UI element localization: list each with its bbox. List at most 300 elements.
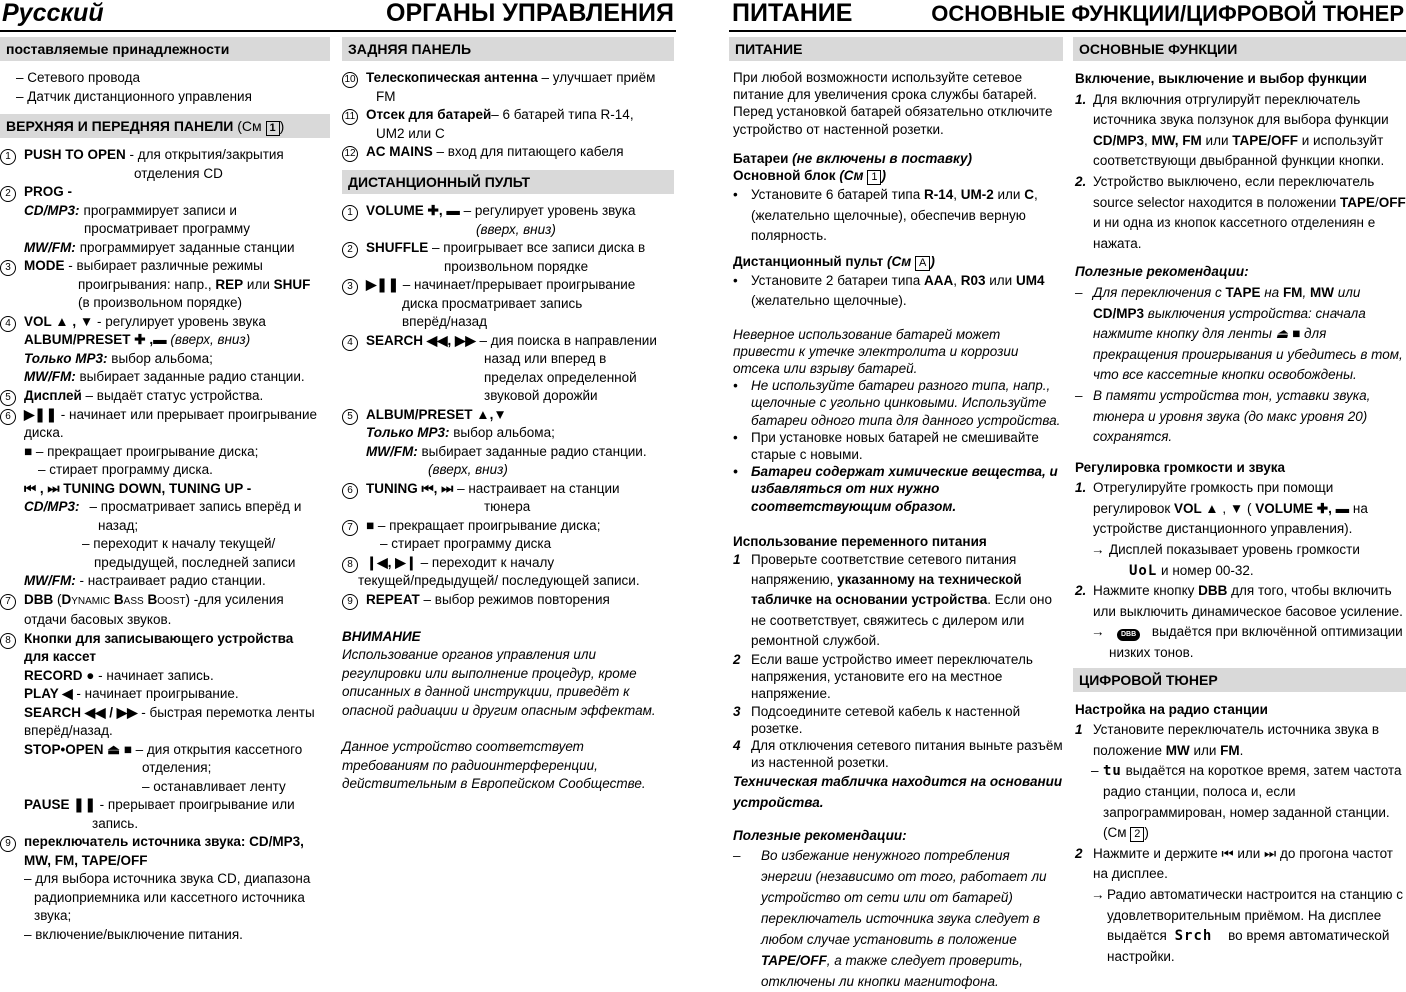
item-desc: – стирает программу диска. xyxy=(38,462,213,477)
controls-title: ОРГАНЫ УПРАВЛЕНИЯ xyxy=(386,0,674,27)
type-plate-note: Техническая табличка находится на основании устройства. xyxy=(733,774,1063,811)
battery-warning: Неверное использование батарей может привести к утечке электролита и коррозии отсека или взрыву батарей. xyxy=(733,326,1019,376)
item-title: ALBUM/PRESET ▲,▼ xyxy=(366,406,507,422)
text: Подсоедините сетевой кабель к настенной розетке. xyxy=(751,703,1021,736)
acronym-rest: OOST xyxy=(157,595,186,607)
item-number: 7 xyxy=(342,520,358,536)
text: TAPE/OFF xyxy=(1232,132,1298,148)
text: Установите 6 батарей типа xyxy=(751,187,924,203)
record-label: RECORD ● xyxy=(24,667,95,683)
item-desc: – прекращает проигрывание диска; xyxy=(374,517,601,533)
item-desc: – останавливает ленту xyxy=(142,778,286,794)
stop-open-label: STOP•OPEN ⏏ ■ xyxy=(24,741,132,757)
battery-type: C xyxy=(1024,187,1034,203)
top-front-panels-heading xyxy=(0,114,330,138)
item-number: 4 xyxy=(0,316,16,332)
mode-label: MW/FM: xyxy=(24,369,76,384)
text: и номер 00-32. xyxy=(1157,562,1254,578)
battery-type: R-14 xyxy=(923,187,954,203)
play-pause-symbol: ▶❚❚ xyxy=(24,406,58,422)
stop-symbol: ■ xyxy=(366,517,375,533)
controls-column-right xyxy=(342,37,674,794)
ac-power-heading: Использование переменного питания xyxy=(733,533,987,549)
item-title: VOLUME ✚, ▬ xyxy=(366,203,460,218)
step-number: 2. xyxy=(1075,173,1087,189)
remote-item-5 xyxy=(342,406,674,480)
main-unit-heading: Основной блок xyxy=(733,168,836,184)
basic-functions-heading: ОСНОВНЫЕ ФУНКЦИИ xyxy=(1073,37,1406,61)
rep-label: REP xyxy=(215,276,244,292)
language-label: Русский xyxy=(2,0,104,27)
text: Установите 2 батареи типа xyxy=(751,272,924,288)
item-desc: назад или вперед в xyxy=(484,351,607,366)
acronym-letter: B xyxy=(113,591,124,607)
remote-heading: ДИСТАНЦИОННЫЙ ПУЛЬТ xyxy=(342,170,674,194)
tuner-search-result xyxy=(1073,885,1406,967)
right-page xyxy=(729,0,1406,991)
see-ref-close: ) xyxy=(881,168,886,184)
item-desc: - выбирает различные режимы xyxy=(64,258,263,273)
item-desc: выбор альбома; xyxy=(111,350,213,366)
item-desc: - быстрая перемотка ленты xyxy=(137,704,315,720)
arrow-icon: → xyxy=(1091,542,1105,558)
item-desc: – улучшает приём xyxy=(537,70,656,85)
text: VOLUME ✚, ▬ xyxy=(1255,500,1350,516)
dash: – xyxy=(733,847,741,863)
item-title: REPEAT xyxy=(366,591,420,607)
remote-item-3 xyxy=(342,276,674,332)
text: , xyxy=(1144,132,1152,148)
power-column xyxy=(729,37,1063,992)
text: , xyxy=(1302,284,1310,300)
tuning-heading: Настройка на радио станции xyxy=(1075,701,1268,717)
item-number: 3 xyxy=(0,260,16,276)
text: Для отключения сетевого питания выньте разъём из настенной розетки. xyxy=(751,737,1063,771)
item-desc: запись. xyxy=(92,815,139,831)
item-title: SHUFFLE xyxy=(366,240,429,255)
item-desc: вперёд/назад xyxy=(402,314,488,329)
power-heading: ПИТАНИЕ xyxy=(729,37,1063,61)
text: CD/MP3 xyxy=(1093,305,1145,321)
item-desc: – для выбора источника звука CD, диапазона xyxy=(24,871,311,886)
power-intro: При любой возможности используйте сетевое питание для увеличения срока службы батарей. Перед установкой батарей обязательно отключите устройство от настенной розетки. xyxy=(733,70,1053,137)
remote-item-2 xyxy=(342,239,674,276)
skip-symbols: ❙◀, ▶❙ xyxy=(366,554,417,570)
text: Проверьте соответствие сетевого питания напряжению, xyxy=(751,551,1017,588)
basic-functions-column xyxy=(1073,37,1406,967)
text: , xyxy=(1218,500,1230,516)
text: (желательно щелочные), обеспечив верную полярность. xyxy=(751,207,1026,244)
item-number: 3 xyxy=(342,279,358,295)
figure-ref-box: 1 xyxy=(266,121,280,136)
lcd-volume-icon: UoL xyxy=(1129,562,1158,579)
basic-step-1 xyxy=(1073,90,1406,172)
item-number: 2 xyxy=(0,186,16,202)
item-desc: – проигрывает все записи диска в xyxy=(428,240,646,255)
text: во время автоматической настройки. xyxy=(1107,928,1390,964)
item-desc: текущей/предыдущей/ последующей записи. xyxy=(358,573,640,588)
controls-column-left xyxy=(0,37,330,944)
back-item-10 xyxy=(342,69,674,106)
text: Для переключения с xyxy=(1093,284,1226,300)
item-title: AC MAINS xyxy=(366,144,433,159)
item-desc: проигрывания: напр., xyxy=(78,276,212,292)
mode-label: CD/MP3: xyxy=(24,499,80,514)
text: TAPE xyxy=(1225,284,1261,300)
text: TAPE xyxy=(1339,194,1375,210)
text: или xyxy=(1333,284,1361,300)
item-desc: - регулирует уровень звука xyxy=(93,313,266,329)
item-desc: назад; xyxy=(98,517,139,533)
text: выдаётся на короткое время, затем частота радио станции, полоса и, если запрограммирован, номер заданной станции. xyxy=(1103,763,1402,820)
mode-label: MW/FM: xyxy=(24,239,76,255)
item-desc: – 6 батарей типа R-14, xyxy=(491,107,634,122)
text: Батареи содержат химические вещества, и избавляться от них нужно соответствующим образом. xyxy=(751,464,1058,514)
dbb-icon: DBB xyxy=(1117,629,1140,641)
item-desc: (в произвольном порядке) xyxy=(78,295,243,310)
text: или xyxy=(1189,742,1221,758)
item-desc: отдачи басовых звуков. xyxy=(24,612,172,627)
mode-label: Только MP3: xyxy=(24,350,108,366)
item-desc: – дия поиска в направлении xyxy=(475,332,657,348)
item-desc: – настраивает на станции xyxy=(453,480,620,496)
item-desc: выбор альбома; xyxy=(449,425,555,440)
item-title: TUNING ⏮, ⏭ xyxy=(366,480,454,496)
tuner-result xyxy=(1073,761,1406,843)
step-number: 3 xyxy=(733,703,741,719)
search-label: SEARCH ◀◀ / ▶▶ xyxy=(24,704,138,720)
figure-ref-box: 1 xyxy=(867,170,881,185)
mode-label: Только MP3: xyxy=(366,425,450,440)
text: VOL ▲ xyxy=(1174,500,1219,516)
see-ref: (См xyxy=(883,253,912,269)
text: Во избежание ненужного потребления энергии (независимо от того, работает ли устройство от сети или от батарей) переключатель источника звука следует в любом случае установить в положение xyxy=(761,847,1047,947)
item-desc: - начинает запись. xyxy=(94,667,214,683)
step-number: 1 xyxy=(733,551,741,567)
item-desc: программирует заданные станции xyxy=(79,239,295,255)
item-desc: - начинает или прерывает проигрывание xyxy=(57,406,318,422)
text: / xyxy=(1375,194,1379,210)
text: на xyxy=(1260,284,1283,300)
item-desc: – переходит к началу xyxy=(416,554,555,570)
warning-text: Использование органов управления или регулировки или выполнение процедур, кроме описанных в данной инструкции, приведёт к опасной радиации и другим опасным эффектам. xyxy=(342,647,656,718)
battery-type: R03 xyxy=(960,272,986,288)
item-desc: – переходит к началу текущей/ xyxy=(82,536,276,551)
lcd-search-icon: Srch xyxy=(1174,928,1213,945)
text: на устройстве дистанционного управления). xyxy=(1093,500,1368,537)
arrow-icon: → xyxy=(1091,624,1105,640)
item-desc: ■ – прекращает проигрывание диска; xyxy=(24,443,259,459)
text: Установите переключатель источника звука в положение xyxy=(1093,722,1379,758)
text: и используйт соответствующи двыбранной функции кнопки. xyxy=(1093,132,1385,169)
control-item-8 xyxy=(0,630,330,834)
text: MW, FM xyxy=(1151,132,1202,148)
item-desc: программирует записи и xyxy=(83,202,237,218)
battery-type: UM4 xyxy=(1015,272,1045,288)
item-number: 8 xyxy=(342,557,358,573)
item-desc: тюнера xyxy=(484,499,531,514)
accessories-heading: поставляемые принадлежности xyxy=(0,37,330,61)
see-ref: (См xyxy=(1103,825,1127,841)
item-number: 1 xyxy=(342,205,358,221)
item-desc: (вверх, вниз) xyxy=(166,332,251,347)
control-item-7 xyxy=(0,591,330,630)
text: (желательно щелочные). xyxy=(751,293,907,309)
text: ▼ xyxy=(1229,500,1244,516)
item-number: 6 xyxy=(0,409,16,425)
battery-warning-bullet: • Батареи содержат химические вещества, и избавляться от них нужно соответствующим образом. xyxy=(729,463,1063,515)
item-desc: или xyxy=(246,276,270,292)
see-ref: (См xyxy=(237,118,262,134)
volume-result xyxy=(1073,540,1406,581)
battery-main-bullet: • Установите 6 батарей типа R-14, UM-2 или C, (желательно щелочные), обеспечив верную полярность. xyxy=(733,187,1038,244)
power-on-heading: Включение, выключение и выбор функции xyxy=(1075,71,1367,86)
item-desc: (вверх, вниз) xyxy=(476,221,556,237)
right-page-header xyxy=(729,0,1406,32)
item-title: PUSH TO OPEN xyxy=(24,147,126,162)
text: FM xyxy=(1282,284,1303,300)
text: для того, чтобы включить или выключить динамическое басовое усиление. xyxy=(1093,583,1403,619)
item-desc: выбирает заданные радио станции. xyxy=(417,443,647,459)
control-item-5 xyxy=(0,387,330,406)
text: MW xyxy=(1309,284,1334,300)
text: выключения устройства: сначала нажмите кнопку для ленты ⏏ ■ для прекращения проигрывания и убедитесь в том, что все кассетные кнопки освобождены. xyxy=(1093,305,1403,383)
dash: – xyxy=(1075,284,1083,300)
basic-tip xyxy=(1073,283,1406,386)
text: Нажмите и держите ⏮ или ⏭ до прогона частот на дисплее. xyxy=(1093,845,1393,882)
text: FM xyxy=(1220,742,1240,758)
text: указанному на технической табличке на основании устройства xyxy=(751,572,1022,608)
lcd-tuner-icon: tu xyxy=(1103,763,1122,780)
control-item-6 xyxy=(0,406,330,591)
text: Отрегулируйте громкость при помощи регулировок xyxy=(1093,480,1334,516)
panel-heading-text: ВЕРХНЯЯ И ПЕРЕДНЯЯ ПАНЕЛИ xyxy=(6,118,234,134)
item-desc: – дия открытия кассетного xyxy=(131,741,303,757)
battery-remote-bullet: • Установите 2 батареи типа AAA, R03 или UM4 (желательно щелочные). xyxy=(733,272,1045,309)
remote-battery-heading: Дистанционный пульт xyxy=(733,253,884,269)
text: CD/MP3 xyxy=(1093,132,1145,148)
text: Если ваше устройство имеет переключатель напряжения, установите его на местное напряжение. xyxy=(751,651,1033,702)
figure-ref-box: A xyxy=(915,256,930,271)
item-desc: пределах определенной xyxy=(484,369,637,385)
step-number: 2 xyxy=(1075,845,1083,861)
item-title: SEARCH ◀◀, ▶▶ xyxy=(366,332,476,348)
text: DBB xyxy=(1198,583,1228,599)
text: Радио автоматически настроится на станцию с удовлетворительным приёмом. На дисплее выдаётся xyxy=(1107,886,1404,944)
text: Устройство выключено, если переключатель source selector находится в положении xyxy=(1093,173,1375,210)
item-number: 5 xyxy=(342,409,358,425)
mode-label: CD/MP3: xyxy=(24,202,80,218)
item-number: 5 xyxy=(0,390,16,406)
item-desc: диска просматривает запись xyxy=(402,295,583,311)
item-desc: UM2 или C xyxy=(376,125,445,141)
tips-heading: Полезные рекомендации: xyxy=(733,828,907,844)
item-number: 9 xyxy=(342,594,358,610)
mode-label: MW/FM: xyxy=(366,443,418,459)
ac-step-3 xyxy=(729,703,1063,737)
text: ( xyxy=(1243,500,1256,516)
see-ref: (См xyxy=(835,168,864,184)
control-item-3 xyxy=(0,257,330,313)
text: Не используйте батареи разного типа, напр., щелочные с угольно цинковыми. Используйте батареи одного типа для данного устройства. xyxy=(751,378,1061,428)
text: OFF xyxy=(1378,194,1406,210)
item-desc: отделения CD xyxy=(134,165,223,181)
tuner-step-1 xyxy=(1073,720,1406,761)
back-item-12 xyxy=(342,143,674,162)
shuf-label: SHUF xyxy=(273,276,311,292)
see-ref-close: ) xyxy=(279,118,285,134)
remote-item-9 xyxy=(342,591,674,610)
item-desc: радиоприемника или кассетного источника xyxy=(34,889,305,905)
text: Нажмите кнопку xyxy=(1093,583,1199,599)
tuner-step-2 xyxy=(1073,844,1406,885)
text: или xyxy=(985,272,1016,288)
acronym-rest: YNAMIC xyxy=(71,595,111,607)
text: выдаётся при включённой оптимизации низких тонов. xyxy=(1109,624,1403,661)
item-desc: - для открытия/закрытия xyxy=(125,147,284,162)
acronym-letter: D xyxy=(61,591,72,607)
volume-heading: Регулировка громкости и звука xyxy=(1075,459,1286,475)
see-ref-close: ) xyxy=(930,253,935,269)
item-title: MW, FM, TAPE/OFF xyxy=(24,852,148,868)
text: , xyxy=(953,272,961,288)
text: При установке новых батарей не смешивайте старые с новыми. xyxy=(751,429,1039,462)
item-title: MODE xyxy=(24,258,65,273)
item-desc: выбирает заданные радио станции. xyxy=(79,369,305,384)
item-desc: - начинает проигрывание. xyxy=(72,686,239,701)
item-desc: – включение/выключение питания. xyxy=(24,926,243,942)
text: и ни одна из кнопок кассетного отделениян е нажата. xyxy=(1093,215,1376,251)
item-number: 4 xyxy=(342,335,358,351)
step-number: 1 xyxy=(1075,722,1083,738)
item-desc: – просматривает запись вперёд и xyxy=(89,499,302,514)
text: , xyxy=(1033,187,1038,203)
item-desc: просматривает программу xyxy=(84,221,251,236)
control-item-2 xyxy=(0,183,330,257)
text: Дисплей показывает уровень громкости xyxy=(1109,542,1360,558)
functions-title: ОСНОВНЫЕ ФУНКЦИИ/ЦИФРОВОЙ ТЮНЕР xyxy=(931,1,1404,26)
remote-item-4 xyxy=(342,332,674,406)
remote-item-6 xyxy=(342,480,674,517)
item-desc: отделения; xyxy=(142,760,212,775)
item-number: 8 xyxy=(0,633,16,649)
step-number: 1. xyxy=(1075,91,1087,107)
remote-item-8 xyxy=(342,554,674,591)
step-number: 4 xyxy=(733,737,741,753)
mode-label: MW/FM: xyxy=(24,573,76,588)
volume-step-1 xyxy=(1073,478,1406,540)
control-item-1 xyxy=(0,146,330,183)
figure-ref-box: 2 xyxy=(1130,827,1144,842)
item-desc: – регулирует уровень звука xyxy=(459,203,636,218)
item-desc: – выдаёт статус устройства. xyxy=(81,387,264,403)
item-desc: – выбор режимов повторения xyxy=(419,591,610,607)
item-desc: - прерывает проигрывание или xyxy=(95,797,295,812)
item-number: 12 xyxy=(342,146,358,162)
tips-heading: Полезные рекомендации: xyxy=(1075,264,1249,280)
item-desc: – начинает/прерывает проигрывание xyxy=(399,277,636,292)
text: , а также следует проверить, отключены ли кнопки магнитофона. xyxy=(761,952,1023,989)
step-number: 2. xyxy=(1075,583,1087,599)
acronym-letter: B xyxy=(147,591,158,607)
dbb-result xyxy=(1073,622,1406,663)
left-page xyxy=(0,0,676,991)
item-desc: – вход для питающего кабеля xyxy=(432,144,624,159)
item-title: DBB xyxy=(24,591,54,607)
item-desc: - настраивает радио станции. xyxy=(75,573,266,588)
ac-step-4 xyxy=(729,737,1063,771)
remote-item-1 xyxy=(342,202,674,239)
battery-warning-bullet: • Не используйте батареи разного типа, напр., щелочные с угольно цинковыми. Используйте батареи одного типа для данного устройства. xyxy=(729,377,1063,429)
item-title: переключатель источника звука: CD/MP3, xyxy=(24,834,304,849)
item-desc: звуковой дорожйи xyxy=(484,388,598,403)
back-panel-heading: ЗАДНЯЯ ПАНЕЛЬ xyxy=(342,37,674,61)
item-title: Дисплей xyxy=(24,387,82,403)
battery-type: UM-2 xyxy=(960,187,994,203)
item-number: 6 xyxy=(342,483,358,499)
ac-step-2 xyxy=(729,651,1063,703)
compliance-text: Данное устройство соответствует требованиям по радиоинтерференции, действительным в Европейском Сообществе. xyxy=(342,739,646,791)
text: TAPE/OFF xyxy=(761,952,827,968)
item-title: Кнопки для записывающего устройства xyxy=(24,630,294,646)
step-number: 2 xyxy=(733,651,741,667)
item-title: VOL ▲ , ▼ xyxy=(24,313,94,329)
item-title: Телескопическая антенна xyxy=(366,70,538,85)
step-number: 1. xyxy=(1075,480,1087,496)
item-number: 9 xyxy=(0,836,16,852)
item-number: 10 xyxy=(342,72,358,88)
battery-type: AAA xyxy=(923,272,954,288)
text: В памяти устройства тон, уставки звука, тюнера и уровня звука (до макс уровня 20) сохранятся. xyxy=(1093,387,1371,445)
see-ref-close: ) xyxy=(1144,825,1149,841)
item-number: 1 xyxy=(0,149,16,165)
item-number: 11 xyxy=(342,109,358,125)
text: или xyxy=(1201,132,1233,148)
back-item-11 xyxy=(342,106,674,143)
control-item-4 xyxy=(0,313,330,387)
item-desc: звука; xyxy=(34,908,72,923)
power-tip xyxy=(729,845,1063,992)
accessory-item: – Сетевого провода xyxy=(16,70,140,85)
batteries-note: (не включены в поставку) xyxy=(788,150,972,166)
text: . xyxy=(1239,742,1244,758)
text: или xyxy=(993,187,1025,203)
dash: – xyxy=(1091,763,1099,779)
left-page-header xyxy=(0,0,676,32)
basic-step-2 xyxy=(1073,172,1406,254)
item-desc: ( xyxy=(53,591,62,607)
acronym-rest: ASS xyxy=(123,595,144,607)
pause-label: PAUSE ❚❚ xyxy=(24,797,96,812)
remote-item-7 xyxy=(342,517,674,554)
batteries-heading: Батареи xyxy=(733,150,789,166)
warning-heading: ВНИМАНИЕ xyxy=(342,628,421,644)
power-title: ПИТАНИЕ xyxy=(732,0,853,27)
item-desc: вперёд/назад. xyxy=(24,723,113,738)
text: Для включния отргулируйт переключатель источника звука ползунок для выбора функции xyxy=(1093,91,1389,128)
text: . Если оно не соответствует, свяжитесь с дилером или ремонтной службой. xyxy=(751,592,1052,648)
volume-step-2 xyxy=(1073,581,1406,622)
item-desc: – стирает программу диска xyxy=(380,536,552,551)
item-number: 2 xyxy=(342,242,358,258)
basic-tip xyxy=(1073,386,1406,448)
text: MW xyxy=(1165,742,1190,758)
item-desc: предыдущей, последней записи xyxy=(94,554,296,570)
item-number: 7 xyxy=(0,594,16,610)
item-title: ⏮ , ⏭ TUNING DOWN, TUNING UP - xyxy=(24,480,252,496)
item-desc: произвольном порядке xyxy=(444,258,589,274)
digital-tuner-heading: ЦИФРОВОЙ ТЮНЕР xyxy=(1073,668,1406,692)
